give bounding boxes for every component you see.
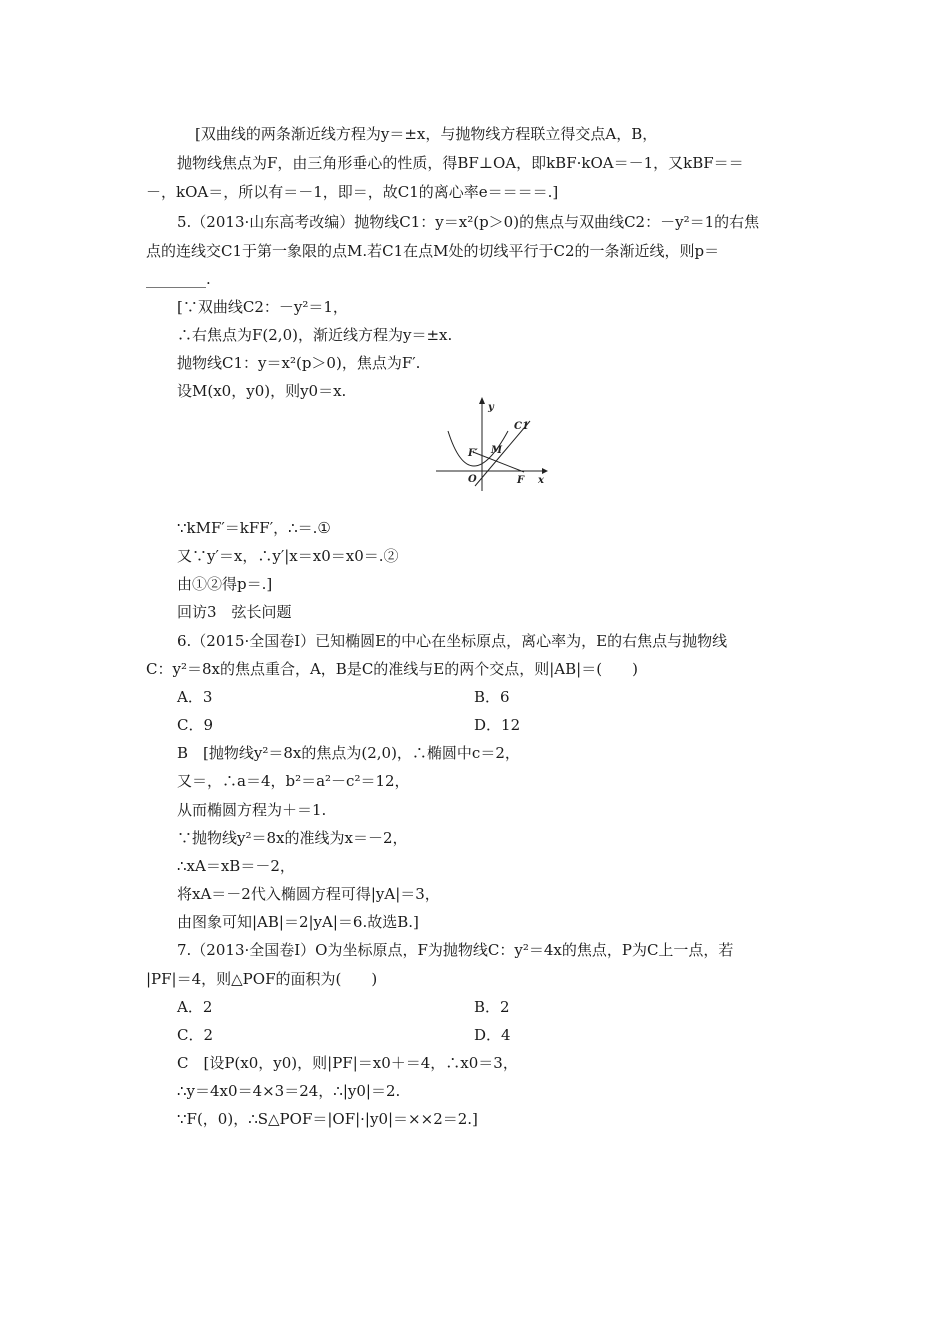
choice-d: D．4 <box>474 1026 511 1044</box>
text-line: |PF|＝4，则△POF的面积为( ) <box>146 970 378 988</box>
origin-label: O <box>468 474 477 485</box>
text-line: 5.（2013·山东高考改编）抛物线C1：y＝x²(p＞0)的焦点与双曲线C2：－y²＝1的右焦 <box>177 213 760 231</box>
fprime-label: F′ <box>468 448 478 459</box>
text-line: ∴y＝4x0＝4×3＝24，∴|y0|＝2. <box>177 1082 401 1100</box>
parabola-figure <box>428 396 548 491</box>
x-axis-label: x <box>538 475 544 486</box>
choice-c: C．2 <box>177 1026 214 1044</box>
text-line: 由①②得p＝.] <box>177 575 273 593</box>
text-line: 将xA＝－2代入椭圆方程可得|yA|＝3， <box>177 885 440 903</box>
x-axis-arrow <box>542 468 548 474</box>
f-label: F <box>517 475 525 486</box>
y-axis-arrow <box>479 397 485 404</box>
text-line: ________. <box>146 270 211 288</box>
text-line: [∵双曲线C2：－y²＝1， <box>177 298 348 316</box>
text-line: 抛物线焦点为F，由三角形垂心的性质，得BF⊥OA，即kBF·kOA＝－1，又kBF＝＝ <box>177 154 744 172</box>
text-line: 由图象可知|AB|＝2|yA|＝6.故选B.] <box>177 913 419 931</box>
text-line: 从而椭圆方程为＋＝1. <box>177 801 327 819</box>
text-line: ∴右焦点为F(2,0)，渐近线方程为y＝±x. <box>177 326 453 344</box>
text-line: 抛物线C1：y＝x²(p＞0)，焦点为F′. <box>177 354 421 372</box>
m-label: M <box>491 445 503 456</box>
parabola-diagram <box>428 396 548 491</box>
text-line: C：y²＝8x的焦点重合，A，B是C的准线与E的两个交点，则|AB|＝( ) <box>146 660 638 678</box>
text-line: B [抛物线y²＝8x的焦点为(2,0)，∴椭圆中c＝2， <box>177 744 520 762</box>
section-heading: 回访3 弦长问题 <box>177 603 292 621</box>
choice-d: D．12 <box>474 716 521 734</box>
choice-c: C．9 <box>177 716 214 734</box>
text-line: ∵kMF′＝kFF′，∴＝.① <box>177 519 331 537</box>
text-line: ∴xA＝xB＝－2， <box>177 857 295 875</box>
text-line: 又＝，∴a＝4，b²＝a²－c²＝12， <box>177 772 410 790</box>
c1-label: C1 <box>514 421 529 432</box>
choice-b: B．2 <box>474 998 510 1016</box>
choice-a: A．2 <box>177 998 213 1016</box>
text-line: 7.（2013·全国卷Ⅰ）O为坐标原点，F为抛物线C：y²＝4x的焦点，P为C上一点，若 <box>177 941 734 959</box>
text-line: 6.（2015·全国卷Ⅰ）已知椭圆E的中心在坐标原点，离心率为，E的右焦点与抛物线 <box>177 632 728 650</box>
text-line: 点的连线交C1于第一象限的点M.若C1在点M处的切线平行于C2的一条渐近线，则p＝ <box>146 242 720 260</box>
text-line: ∵抛物线y²＝8x的准线为x＝－2， <box>177 829 408 847</box>
text-line: C [设P(x0，y0)，则|PF|＝x0＋＝4，∴x0＝3， <box>177 1054 518 1072</box>
y-axis-label: y <box>488 402 494 413</box>
choice-b: B．6 <box>474 688 510 706</box>
text-line: 又∵y′＝x，∴y′|x＝x0＝x0＝.② <box>177 547 399 565</box>
text-line: ∵F(，0)，∴S△POF＝|OF|·|y0|＝××2＝2.] <box>177 1110 478 1128</box>
text-line: 设M(x0，y0)，则y0＝x. <box>177 382 347 400</box>
text-line: －，kOA＝，所以有＝－1，即＝，故C1的离心率e＝＝＝＝.] <box>146 183 559 201</box>
choice-a: A．3 <box>177 688 213 706</box>
text-line: [双曲线的两条渐近线方程为y＝±x，与抛物线方程联立得交点A，B， <box>195 125 658 143</box>
